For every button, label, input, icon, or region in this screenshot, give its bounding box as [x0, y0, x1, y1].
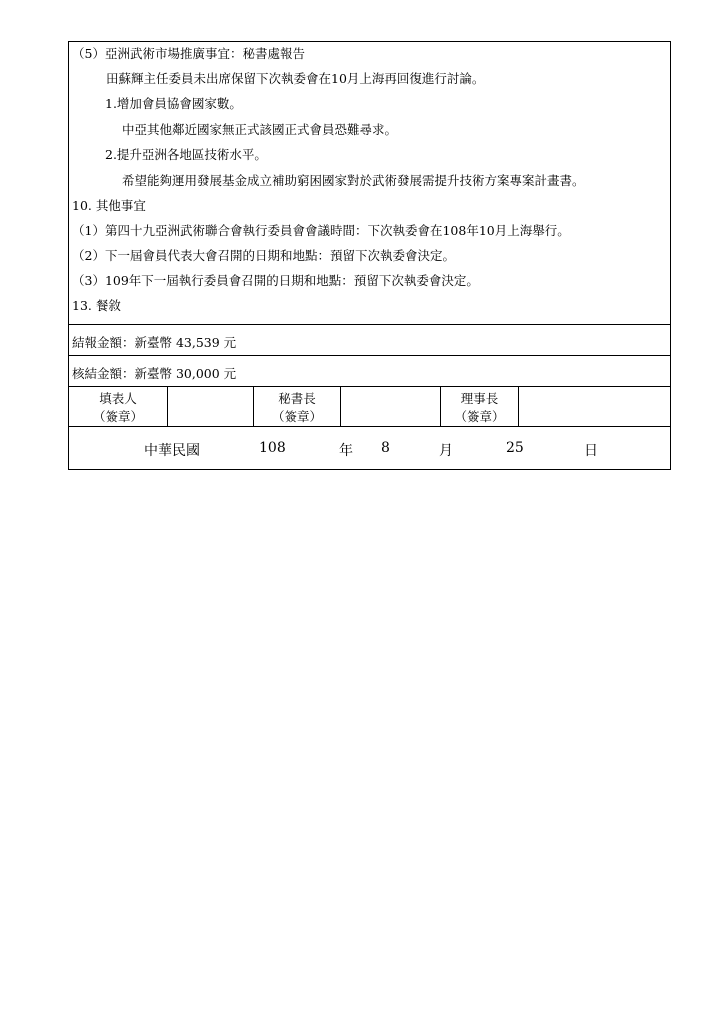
- date-month: 8: [381, 440, 390, 456]
- filler-label-cell: [69, 387, 168, 426]
- chairman-label-cell: [441, 387, 519, 426]
- approved-amount: 核結金額：新臺幣 30,000 元: [72, 366, 237, 381]
- secretary-sub: （簽章）: [271, 409, 322, 424]
- chairman-signature-box[interactable]: [519, 387, 670, 426]
- content-line: （2）下一屆會員代表大會召開的日期和地點：預留下次執委會決定。: [72, 248, 455, 263]
- chairman-sub: （簽章）: [454, 409, 505, 424]
- date-row: [69, 427, 670, 469]
- date-month-unit: 月: [439, 443, 453, 459]
- content-line: 中亞其他鄰近國家無正式該國正式會員恐難尋求。: [122, 122, 398, 137]
- report-amount-row: [69, 325, 670, 356]
- date-era: 中華民國: [144, 443, 200, 459]
- filler-signature-box[interactable]: [168, 387, 254, 426]
- content-line: 10. 其他事宜: [72, 198, 146, 213]
- filler-label: 填表人: [99, 391, 137, 406]
- report-amount: 結報金額：新臺幣 43,539 元: [72, 335, 237, 350]
- date-day: 25: [506, 440, 524, 456]
- content-line: 希望能夠運用發展基金成立補助窮困國家對於武術發展需提升技術方案專案計畫書。: [122, 173, 585, 188]
- secretary-label-cell: [254, 387, 341, 426]
- date-year: 108: [259, 440, 286, 456]
- date-year-unit: 年: [339, 443, 353, 459]
- approved-amount-row: [69, 356, 670, 387]
- report-table: [68, 41, 671, 470]
- signature-row: [69, 387, 670, 427]
- secretary-label: 秘書長: [278, 391, 316, 406]
- content-line: 1.增加會員協會國家數。: [105, 96, 242, 111]
- meeting-content: [69, 42, 670, 325]
- content-line: 2.提升亞洲各地區技術水平。: [105, 147, 267, 162]
- content-line: （5）亞洲武術市場推廣事宜：秘書處報告: [72, 46, 305, 61]
- content-line: 13. 餐敘: [72, 298, 121, 313]
- content-line: （3）109年下一屆執行委員會召開的日期和地點：預留下次執委會決定。: [72, 273, 479, 288]
- content-line: 田蘇輝主任委員未出席保留下次執委會在10月上海再回復進行討論。: [106, 71, 485, 86]
- chairman-label: 理事長: [460, 391, 499, 406]
- secretary-signature-box[interactable]: [341, 387, 441, 426]
- content-line: （1）第四十九亞洲武術聯合會執行委員會會議時間：下次執委會在108年10月上海舉行。: [72, 223, 570, 238]
- date-day-unit: 日: [584, 443, 598, 459]
- filler-sub: （簽章）: [92, 409, 143, 424]
